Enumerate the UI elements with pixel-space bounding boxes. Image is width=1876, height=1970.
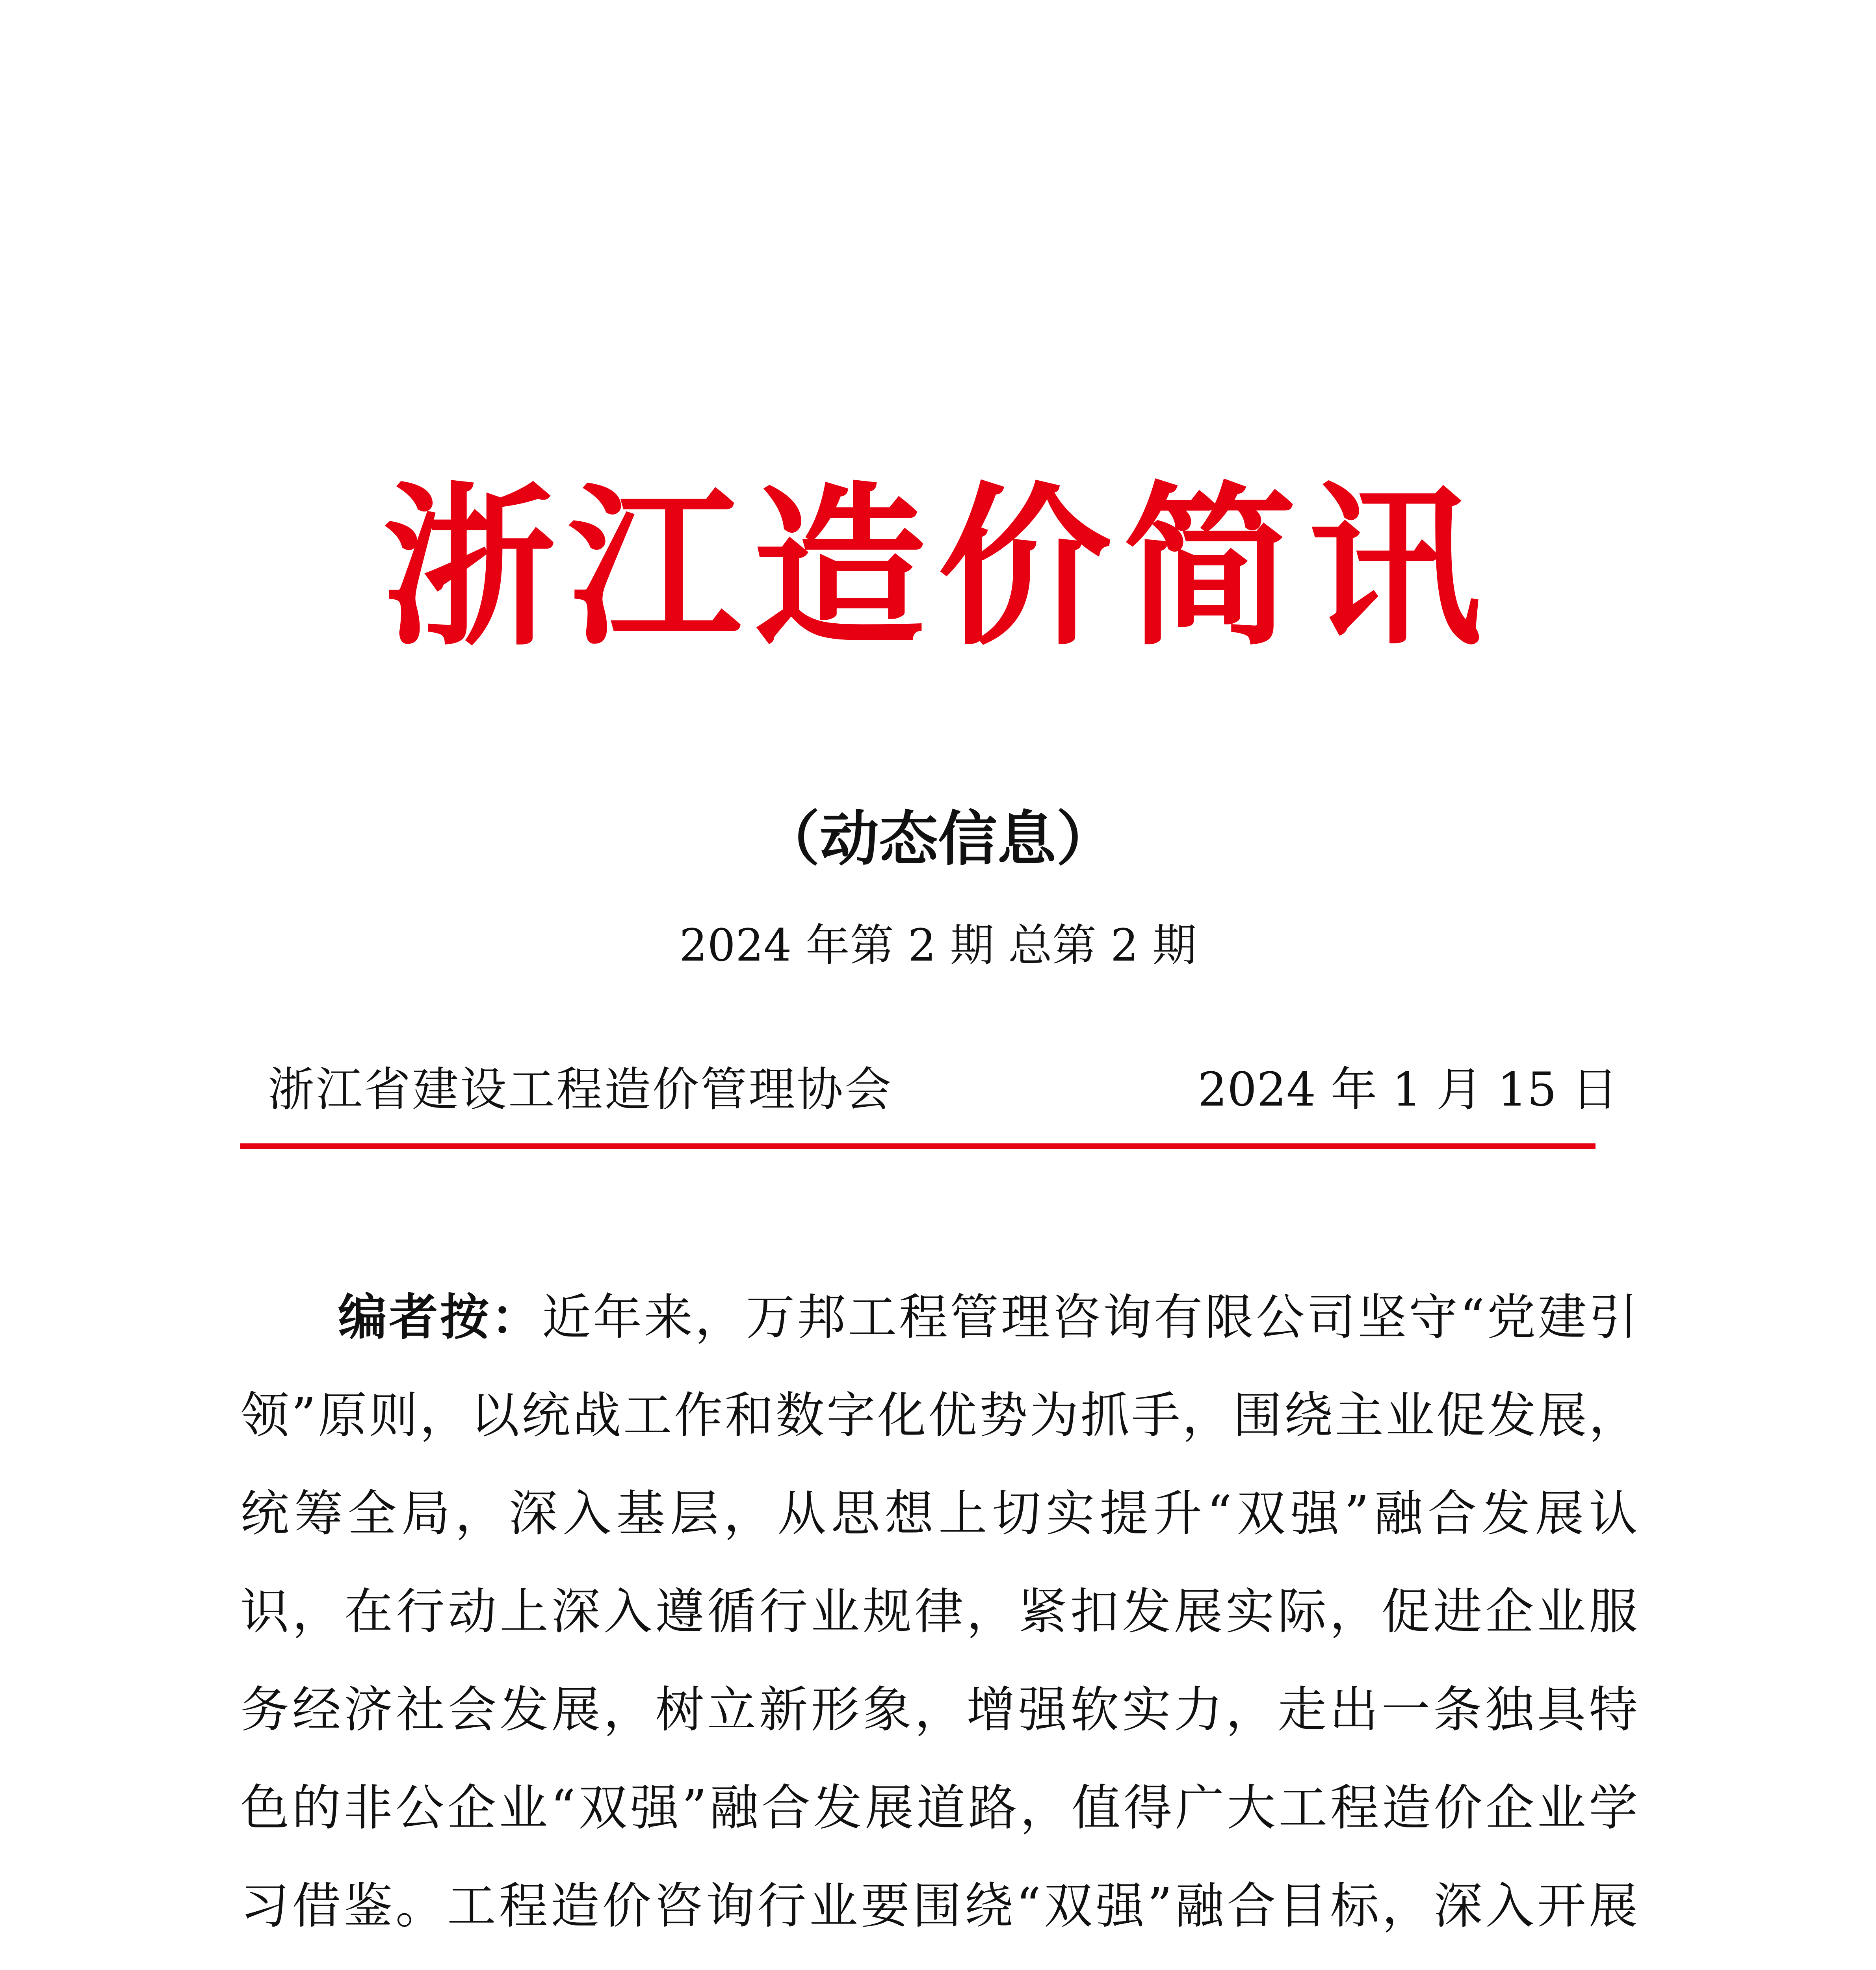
issue-line: 2024 年第 2 期 总第 2 期 [679, 920, 1197, 971]
publish-date: 2024 年 1 月 15 日 [1198, 1062, 1618, 1117]
publisher-name: 浙江省建设工程造价管理协会 [268, 1062, 893, 1117]
masthead-title: 浙江造价简讯 [383, 465, 1493, 669]
editor-note-text: 近年来，万邦工程管理咨询有限公司坚守“党建引领”原则，以统战工作和数字化优势为抓手，围绕主业促发展，统筹全局，深入基层，从思想上切实提升“双强”融合发展认识，在行动上深入遵循行业规律，紧扣发展实际，促进企业服务经济社会发展，树立新形象，增强软实力，走出一条独具特色的非公企业“双强”融合发展道路，值得广大工程造价企业学习借鉴。工程造价咨询行业要围绕“双强”融合目标，深入开展 [240, 1289, 1639, 1935]
red-divider [240, 1143, 1596, 1149]
editor-note [240, 1269, 1639, 1970]
editor-note-label: 编者按： [338, 1289, 542, 1346]
subtitle: （动态信息） [760, 805, 1115, 873]
